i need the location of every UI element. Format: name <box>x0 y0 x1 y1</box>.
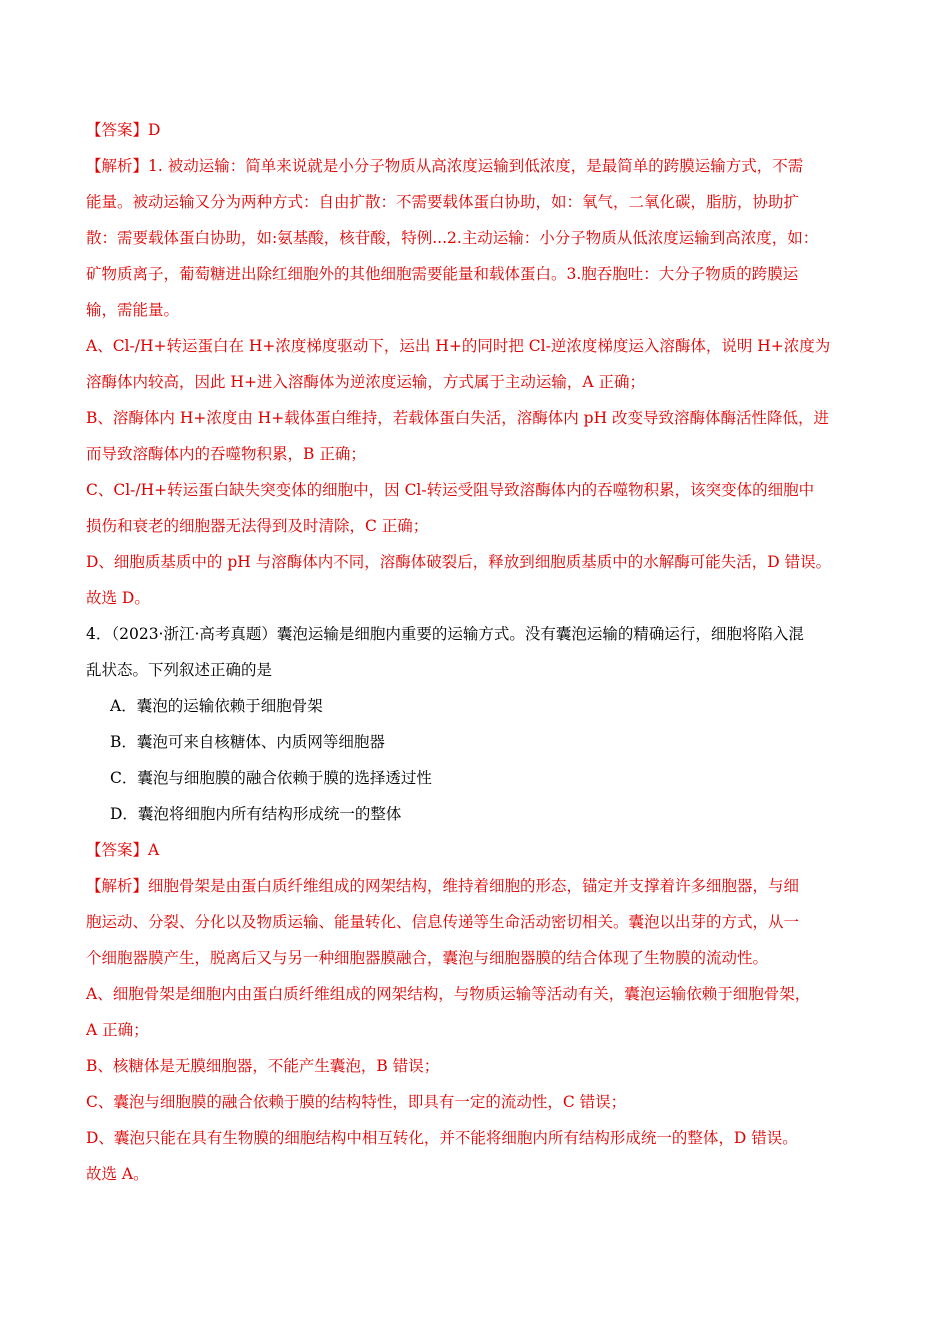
q3-analysis-line-6: A、Cl-/H+转运蛋白在 H+浓度梯度驱动下，运出 H+的同时把 Cl-逆浓度梯度运入溶酶体，说明 H+浓度为 <box>86 337 831 355</box>
q3-analysis-line-10: C、Cl-/H+转运蛋白缺失突变体的细胞中，因 Cl-转运受阻导致溶酶体内的吞噬物积累，该突变体的细胞中 <box>86 481 815 499</box>
q3-analysis-line-4: 矿物质离子，葡萄糖进出除红细胞外的其他细胞需要能量和载体蛋白。3.胞吞胞吐：大分子物质的跨膜运 <box>86 265 799 283</box>
q3-analysis-line-11: 损伤和衰老的细胞器无法得到及时清除，C 正确； <box>86 517 429 535</box>
q4-analysis-line-4: A、细胞骨架是细胞内由蛋白质纤维组成的网架结构，与物质运输等活动有关，囊泡运输依赖于细胞骨架， <box>86 985 811 1003</box>
q4-stem-line-1: 4．（2023·浙江·高考真题）囊泡运输是细胞内重要的运输方式。没有囊泡运输的精确运行，细胞将陷入混 <box>86 625 804 643</box>
q4-analysis-line-8: D、囊泡只能在具有生物膜的细胞结构中相互转化，并不能将细胞内所有结构形成统一的整体，D 错误。 <box>86 1129 798 1147</box>
q4-analysis-line-9: 故选 A。 <box>86 1165 149 1183</box>
q4-analysis-line-7: C、囊泡与细胞膜的融合依赖于膜的结构特性，即具有一定的流动性，C 错误； <box>86 1093 627 1111</box>
q3-analysis-line-8: B、溶酶体内 H+浓度由 H+载体蛋白维持，若载体蛋白失活，溶酶体内 pH 改变导致溶酶体酶活性降低，进 <box>86 409 830 427</box>
q3-analysis-line-1: 【解析】1. 被动运输：简单来说就是小分子物质从高浓度运输到低浓度，是最简单的跨膜运输方式，不需 <box>86 157 804 175</box>
q4-stem-line-2: 乱状态。下列叙述正确的是 <box>86 661 273 679</box>
q3-answer: 【答案】D <box>86 121 161 139</box>
q4-answer: 【答案】A <box>86 841 160 859</box>
q4-analysis-line-6: B、核糖体是无膜细胞器，不能产生囊泡，B 错误； <box>86 1057 440 1075</box>
q3-analysis-line-9: 而导致溶酶体内的吞噬物积累，B 正确； <box>86 445 366 463</box>
q3-analysis-line-13: 故选 D。 <box>86 589 150 607</box>
q4-analysis-line-1: 【解析】细胞骨架是由蛋白质纤维组成的网架结构，维持着细胞的形态，锚定并支撑着许多细胞器，与细 <box>86 877 800 895</box>
q3-analysis-line-7: 溶酶体内较高，因此 H+进入溶酶体为逆浓度运输，方式属于主动运输，A 正确； <box>86 373 646 391</box>
document-page <box>86 112 866 1192</box>
q4-option-b: B．囊泡可来自核糖体、内质网等细胞器 <box>110 733 385 751</box>
q4-analysis-line-5: A 正确； <box>86 1021 149 1039</box>
q3-analysis-line-3: 散：需要载体蛋白协助，如:氨基酸，核苷酸，特例...2.主动运输：小分子物质从低浓度运输到高浓度，如： <box>86 229 819 247</box>
q3-analysis-line-2: 能量。被动运输又分为两种方式：自由扩散：不需要载体蛋白协助，如：氧气，二氧化碳，脂肪，协助扩 <box>86 193 800 211</box>
q4-analysis-line-2: 胞运动、分裂、分化以及物质运输、能量转化、信息传递等生命活动密切相关。囊泡以出芽的方式，从一 <box>86 913 800 931</box>
q3-analysis-line-12: D、细胞质基质中的 pH 与溶酶体内不同，溶酶体破裂后，释放到细胞质基质中的水解酶可能失活，D 错误。 <box>86 553 832 571</box>
q3-analysis-line-5: 输，需能量。 <box>86 301 180 319</box>
q4-option-a: A．囊泡的运输依赖于细胞骨架 <box>110 697 323 715</box>
q4-analysis-line-3: 个细胞器膜产生，脱离后又与另一种细胞器膜融合，囊泡与细胞器膜的结合体现了生物膜的流动性。 <box>86 949 769 967</box>
q4-option-d: D．囊泡将细胞内所有结构形成统一的整体 <box>110 805 402 823</box>
q4-option-c: C．囊泡与细胞膜的融合依赖于膜的选择透过性 <box>110 769 432 787</box>
